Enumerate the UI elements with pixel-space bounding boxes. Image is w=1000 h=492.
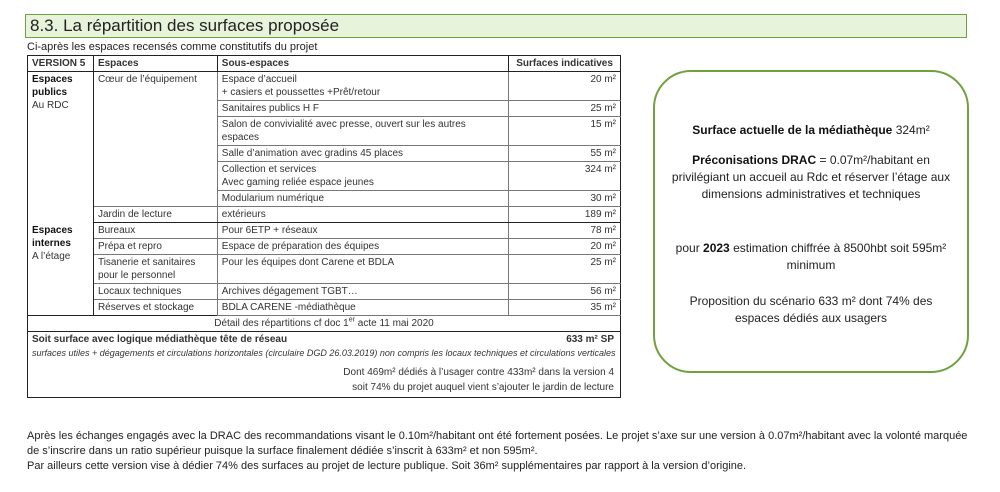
details-row	[28, 316, 621, 332]
surface-cell: 324 m²	[509, 162, 621, 191]
callout-surface-value: 324m²	[892, 123, 930, 137]
sous-espace-cell: Pour les équipes dont Carene et BDLA	[217, 255, 508, 284]
callout-proposition: Proposition du scénario 633 m² dont 74% des espaces dédiés aux usagers	[689, 294, 933, 325]
section-heading-bar	[25, 14, 967, 38]
dont-row	[28, 360, 621, 380]
sous-espace-cell: Collection et services Avec gaming reliée espace jeunes	[217, 162, 508, 191]
table-row	[28, 284, 621, 300]
sous-espace-cell: BDLA CARENE -médiathèque	[217, 300, 508, 316]
details-cell	[28, 316, 621, 332]
header-espaces: Espaces	[93, 56, 217, 72]
callout-box	[653, 70, 969, 373]
callout-surface	[655, 122, 967, 139]
surface-cell: 25 m²	[509, 255, 621, 284]
surface-cell: 189 m²	[509, 207, 621, 223]
table-row	[28, 239, 621, 255]
sous-espace-cell: Pour 6ETP + réseaux	[217, 223, 508, 239]
total-value: 633 m² SP	[566, 334, 614, 345]
surface-cell: 25 m²	[509, 101, 621, 117]
note-text: surfaces utiles + dégagements et circulations horizontales (circulaire DGD 26.03.2019) non compris les locaux techniques et circulations verticales	[32, 348, 616, 358]
sous-espace-cell: Espace d’accueil + casiers et poussettes +Prêt/retour	[217, 72, 508, 101]
intro-text: Ci-après les espaces recensés comme constitutifs du projet	[27, 41, 318, 53]
surface-cell: 55 m²	[509, 146, 621, 162]
table-row	[28, 255, 621, 284]
callout-year-post: estimation chiffrée à 8500hbt soit 595m² minimum	[729, 241, 947, 272]
table-row	[28, 223, 621, 239]
footer-paragraph-2: Par ailleurs cette version vise à dédier 74% des surfaces au projet de lecture publique. Soit 36m² supplémentaires par rapport à la version d’origine.	[27, 460, 747, 472]
dont-line-1: Dont 469m² dédiés à l’usager contre 433m² dans la version 4	[343, 367, 614, 378]
callout-year: 2023	[703, 241, 730, 255]
espace-cell: Tisanerie et sanitaires pour le personnel	[93, 255, 217, 284]
sous-espace-cell: Salon de convivialité avec presse, ouvert sur les autres espaces	[217, 117, 508, 146]
table-row	[28, 72, 621, 101]
surface-cell: 30 m²	[509, 191, 621, 207]
sous-espace-cell: extérieurs	[217, 207, 508, 223]
details-text: Détail des répartitions cf doc 1	[214, 318, 349, 329]
surfaces-table	[27, 55, 621, 398]
section-title: 8.3. La répartition des surfaces proposée	[30, 16, 340, 35]
surface-cell: 15 m²	[509, 117, 621, 146]
sous-espace-cell: Sanitaires publics H F	[217, 101, 508, 117]
dont-row	[28, 380, 621, 398]
group-cell-public	[28, 72, 94, 223]
espace-cell: Jardin de lecture	[93, 207, 217, 223]
total-row	[28, 332, 621, 348]
sous-espace-cell: Modularium numérique	[217, 191, 508, 207]
table-row	[28, 207, 621, 223]
surface-cell: 35 m²	[509, 300, 621, 316]
espace-cell: Locaux techniques	[93, 284, 217, 300]
espace-cell: Prépa et repro	[93, 239, 217, 255]
sous-espace-cell: Archives dégagement TGBT…	[217, 284, 508, 300]
espace-cell: Bureaux	[93, 223, 217, 239]
details-text-end: acte 11 mai 2020	[354, 318, 434, 329]
callout-preco-label: Préconisations DRAC	[692, 153, 817, 167]
callout-estimation	[669, 240, 953, 274]
sous-espace-cell: Salle d’animation avec gradins 45 places	[217, 146, 508, 162]
details-superscript: er	[348, 316, 355, 324]
callout-surface-label: Surface actuelle de la médiathèque	[692, 123, 893, 137]
group-title: Espaces internes	[32, 224, 73, 249]
espace-cell: Réserves et stockage	[93, 300, 217, 316]
group-title: Espaces publics	[32, 74, 73, 98]
sous-espace-cell: Espace de préparation des équipes	[217, 239, 508, 255]
dont-line-2: soit 74% du projet auquel vient s’ajouter le jardin de lecture	[352, 382, 614, 393]
surface-cell: 78 m²	[509, 223, 621, 239]
header-surfaces: Surfaces indicatives	[509, 56, 621, 72]
footer-paragraph-1: Après les échanges engagés avec la DRAC des recommandations visant le 0.10m²/habitant ont été fortement posées. Le projet s’axe sur une version à 0.07m²/habitant avec la volonté marquée de s’inscrire dans un ratio supérieur puisque la surface finalement dédiée s’inscrit à 633m² et non 595m².	[27, 430, 968, 457]
total-label: Soit surface avec logique médiathèque tête de réseau	[32, 334, 288, 345]
note-row	[28, 347, 621, 360]
group-subtitle: A l’étage	[32, 250, 71, 262]
header-sous-espaces: Sous-espaces	[217, 56, 508, 72]
table-header-row	[28, 56, 621, 72]
surface-cell: 20 m²	[509, 239, 621, 255]
surface-cell: 56 m²	[509, 284, 621, 300]
callout-preco-text: = 0.07m²/habitant en privilégiant un accueil au Rdc et réserver l’étage aux dimensions administratives et techniques	[671, 153, 951, 201]
callout-preconisations	[669, 152, 953, 203]
espace-cell: Cœur de l’équipement	[93, 72, 217, 207]
surface-cell: 20 m²	[509, 72, 621, 101]
header-version: VERSION 5	[28, 56, 94, 72]
group-subtitle: Au RDC	[32, 100, 69, 111]
group-cell-internal	[28, 223, 94, 316]
callout-year-pre: pour	[675, 241, 704, 255]
table-row	[28, 300, 621, 316]
footer-text	[27, 429, 977, 474]
